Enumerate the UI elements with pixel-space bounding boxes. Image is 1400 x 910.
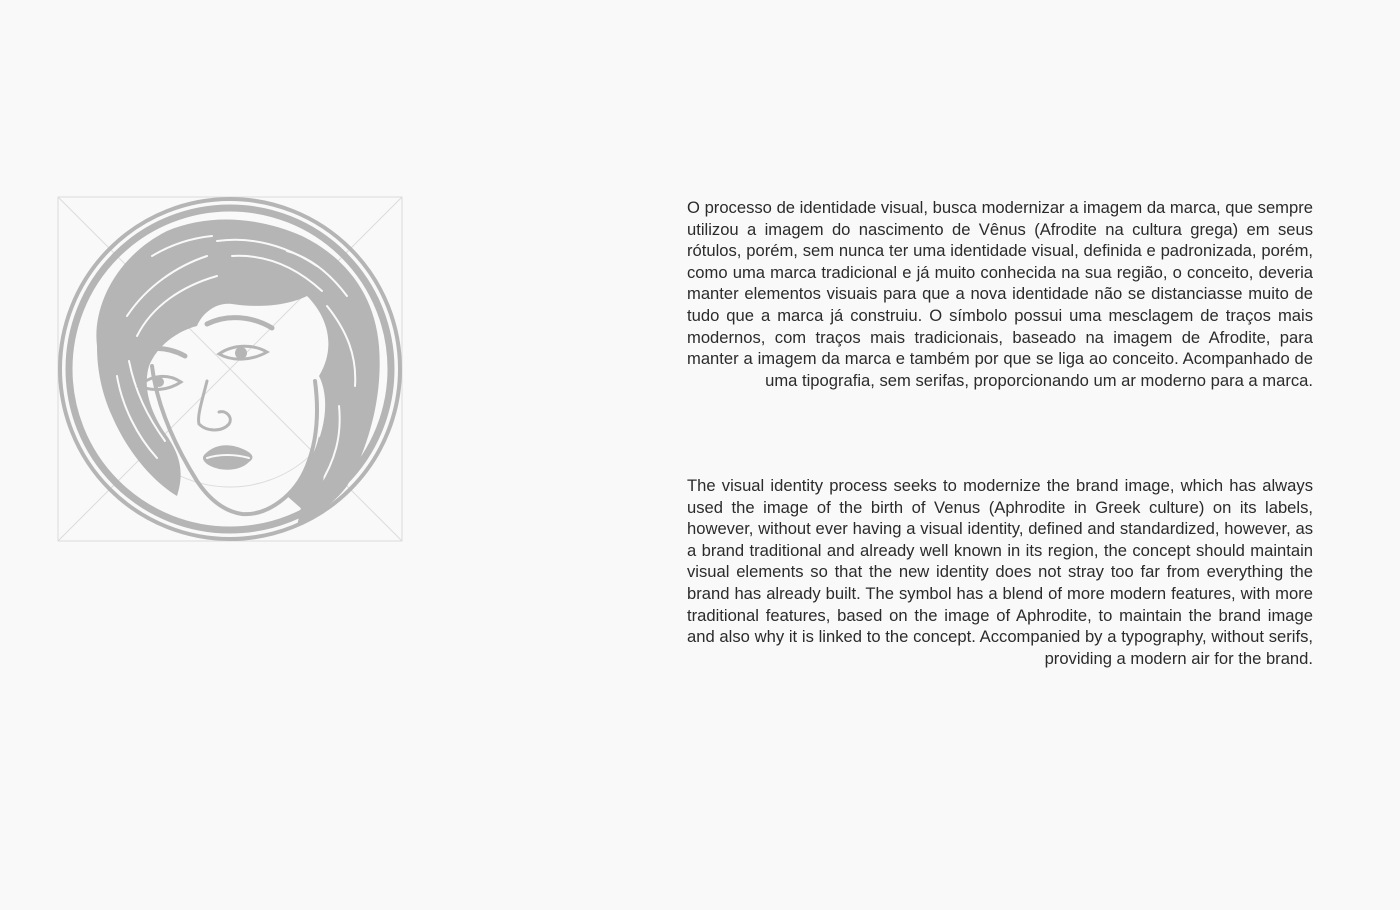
nose — [199, 381, 231, 430]
hair-shape — [96, 220, 379, 526]
right-eyebrow — [207, 318, 272, 328]
brand-symbol — [57, 196, 403, 542]
right-eye — [219, 346, 267, 359]
description-portuguese: O processo de identidade visual, busca modernizar a imagem da marca, que sempre utilizou a imagem do nascimento de Vênus (Afrodite na cultura grega) em seus rótulos, porém, sem nunca ter uma identidade visual, definida e padronizada, porém, como uma marca tradicional e já muito conhecida na sua região, o conceito, deveria manter elementos visuais para que a nova identidade não se distanciasse muito de tudo que a marca já construiu. O símbolo possui uma mesclagem de traços mais modernos, com traços mais tradicionais, baseado na imagem de Afrodite, para manter a imagem da marca e também por que se liga ao conceito. Acompanhado de uma tipografia, sem serifas, proporcionando um ar moderno para a marca. — [687, 198, 1313, 390]
description-english: The visual identity process seeks to modernize the brand image, which has always used the image of the birth of Venus (Aphrodite in Greek culture) on its labels, however, without ever having a visual identity, defined and standardized, however, as a brand traditional and already well known in its region, the concept should maintain visual elements so that the new identity does not stray too far from everything the brand has already built. The symbol has a blend of more modern features, with more traditional features, based on the image of Aphrodite, to maintain the brand image and also why it is linked to the concept. Accompanied by a typography, without serifs, providing a modern air for the brand. — [687, 476, 1313, 668]
aphrodite-portrait-icon — [57, 196, 403, 542]
